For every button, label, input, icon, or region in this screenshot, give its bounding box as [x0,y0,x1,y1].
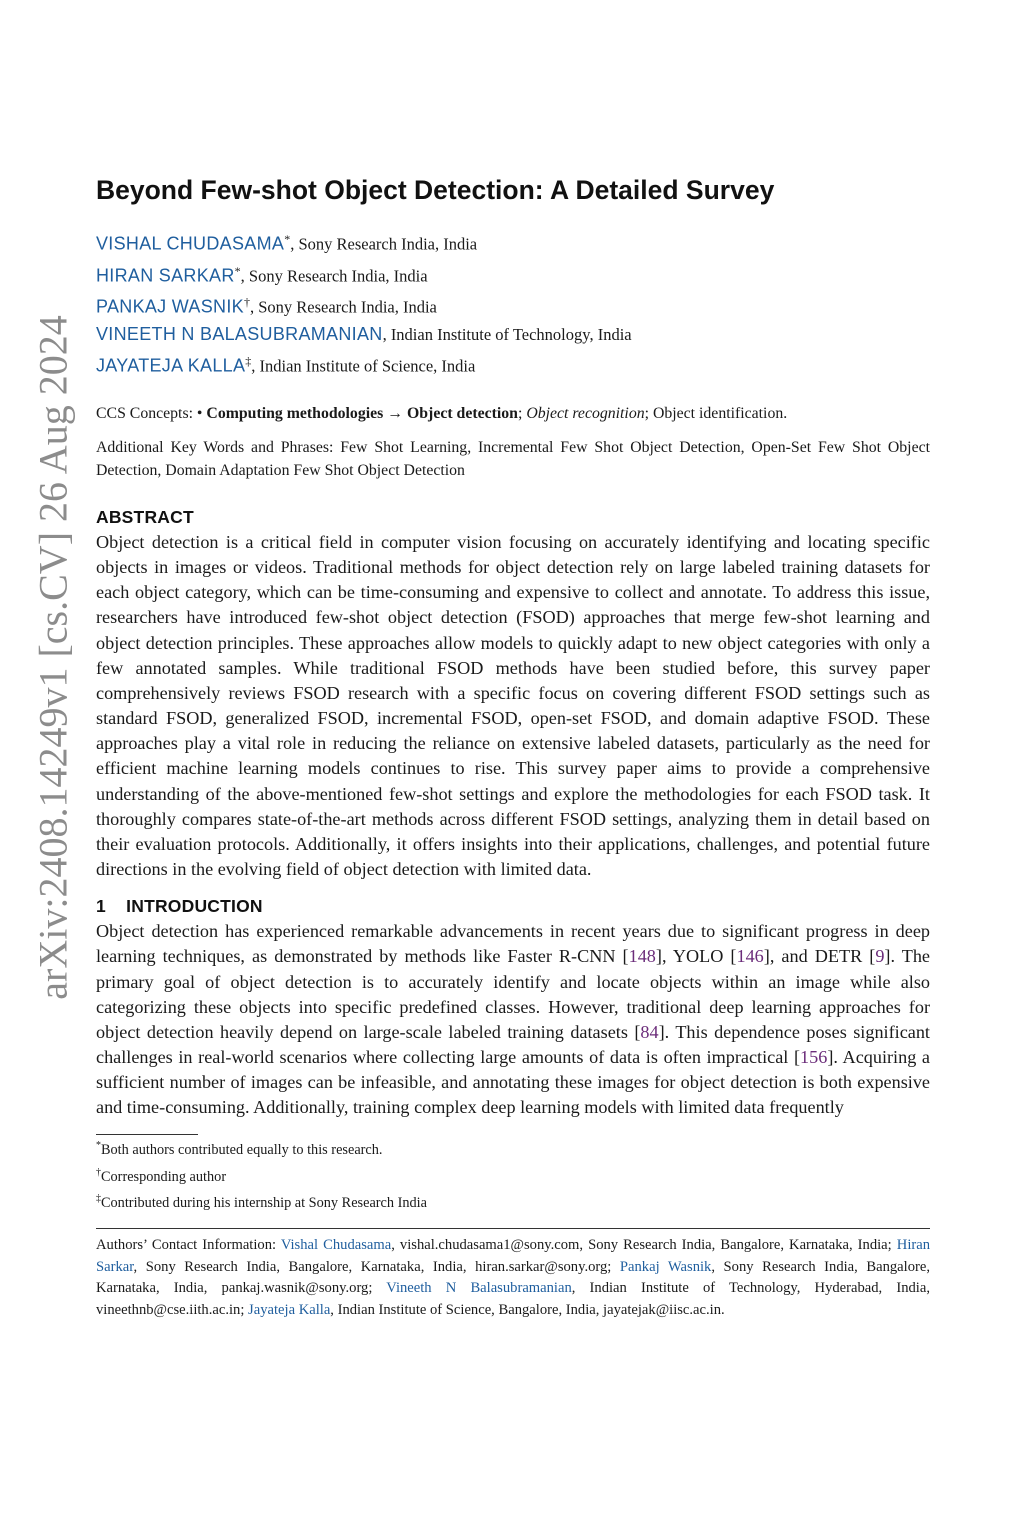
author-name[interactable]: VISHAL CHUDASAMA [96,233,285,254]
introduction-text [96,919,930,1120]
author-mark: * [234,263,241,278]
author-entry [96,226,930,258]
ccs-separator: ; [517,405,527,423]
footnote [96,1162,930,1188]
intro-text-segment: ], and DETR [ [763,946,876,967]
footnote-mark: * [96,1140,101,1152]
author-entry [96,348,930,380]
author-name[interactable]: VINEETH N BALASUBRAMANIAN [96,324,383,345]
footnote-text: Contributed during his internship at Sony Research India [101,1194,427,1211]
author-entry [96,258,930,290]
intro-text-segment: ], YOLO [ [655,946,737,967]
contact-author-link[interactable]: Hiran Sarkar [96,1237,931,1275]
contact-details: , Indian Institute of Technology, Hyderabad, India, vineethnb@cse.iith.ac.in; [96,1280,930,1318]
footnote-mark: ‡ [96,1192,101,1204]
contact-author-link[interactable]: Pankaj Wasnik [619,1258,712,1275]
paper-page [96,172,930,1321]
ccs-subcategory: Object detection [406,405,518,423]
intro-text-segment: ]. The primary goal of object detection is to accurately identify and locate objects within an image while also categorizing these objects into specific predefined classes. However, traditional deep learning approaches for object detection heavily depend on large-scale labeled training datasets [ [96,946,930,1042]
intro-text-segment: Object detection has experienced remarkable advancements in recent years due to significant progress in deep learning techniques, as demonstrated by methods like Faster R-CNN [ [96,921,930,967]
contact-details: , Sony Research India, Bangalore, Karnataka, India, hiran.sarkar@sony.org; [133,1258,620,1275]
citation-link[interactable]: 84 [640,1021,659,1042]
author-name[interactable]: PANKAJ WASNIK [96,296,244,317]
author-affiliation: , Sony Research India, India [240,266,428,286]
author-affiliation: , Sony Research India, India [290,234,478,254]
footnote-text: Both authors contributed equally to this research. [101,1142,383,1159]
ccs-italic-term: Object recognition [526,405,645,423]
arxiv-id-stamp: arXiv:2408.14249v1 [cs.CV] 26 Aug 2024 [30,315,76,1000]
contact-author-link[interactable]: Vineeth N Balasubramanian [386,1280,572,1297]
author-mark: † [243,295,250,310]
citation-link[interactable]: 146 [736,946,764,967]
contact-author-link[interactable]: Vishal Chudasama [280,1237,392,1254]
author-mark: ‡ [245,354,252,369]
ccs-category: Computing methodologies [206,405,384,423]
abstract-heading: ABSTRACT [96,507,194,528]
author-contact-info [96,1235,930,1321]
author-entry [96,289,930,321]
contact-lead: Authors’ Contact Information: [96,1237,281,1254]
ccs-rest: ; Object identification. [644,405,788,423]
contact-details: , Sony Research India, Bangalore, Karnataka, India, pankaj.wasnik@sony.org; [96,1258,930,1297]
introduction-heading: 1 INTRODUCTION [96,896,263,917]
author-list [96,226,930,380]
footnote [96,1188,930,1214]
contact-author-link[interactable]: Jayateja Kalla [248,1301,331,1318]
intro-text-segment: ]. Acquiring a sufficient number of images can be infeasible, and annotating these images for object detection is both expensive and time-consuming. Additionally, training complex deep learning models with limited data frequently [96,1046,930,1118]
ccs-arrow: → [383,405,407,423]
intro-text-segment: ]. This dependence poses significant challenges in real-world scenarios where collecting large amounts of data is often impractical [ [96,1021,930,1067]
citation-link[interactable]: 9 [875,946,885,967]
author-entry [96,321,930,348]
author-affiliation: , Sony Research India, India [249,297,437,317]
author-affiliation: , Indian Institute of Technology, India [382,325,632,345]
contact-details: , vishal.chudasama1@sony.com, Sony Research India, Bangalore, Karnataka, India; [391,1237,897,1254]
contact-details: , Indian Institute of Science, Bangalore, India, jayatejak@iisc.ac.in. [330,1301,725,1318]
citation-link[interactable]: 148 [628,946,656,967]
arxiv-sidebar [22,285,84,1030]
footnote-mark: † [96,1166,101,1178]
keywords: Additional Key Words and Phrases: Few Shot Learning, Incremental Few Shot Object Detection, Open-Set Few Shot Object Detection, Domain Adaptation Few Shot Object Detection [96,439,930,480]
paper-title: Beyond Few-shot Object Detection: A Detailed Survey [96,175,775,205]
footnote-text: Corresponding author [101,1168,227,1185]
author-name[interactable]: JAYATEJA KALLA [96,355,246,376]
ccs-label: CCS Concepts: • [96,405,207,423]
ccs-concepts [96,402,930,425]
footnote [96,1135,930,1161]
author-affiliation: , Indian Institute of Science, India [251,356,476,376]
author-mark: * [284,232,291,246]
author-name[interactable]: HIRAN SARKAR [96,265,235,286]
abstract-text: Object detection is a critical field in computer vision focusing on accurately identifying and locating specific objects in images or videos. Traditional methods for object detection rely on large labeled training datasets for each object category, which can be time-consuming and expensive to collect and annotate. To address this issue, researchers have introduced few-shot object detection (FSOD) approaches that merge few-shot learning and object detection principles. These approaches allow models to quickly adapt to new object categories with only a few annotated samples. While traditional FSOD methods have been studied before, this survey paper comprehensively reviews FSOD research with a specific focus on covering different FSOD settings such as standard FSOD, generalized FSOD, incremental FSOD, open-set FSOD, and domain adaptive FSOD. These approaches play a vital role in reducing the reliance on extensive labeled datasets, particularly as the need for efficient machine learning models continues to rise. This survey paper aims to provide a comprehensive understanding of the above-mentioned few-shot settings and explore the methodologies for each FSOD task. It thoroughly compares state-of-the-art methods across different FSOD settings, analyzing them in detail based on their evaluation protocols. Additionally, it offers insights into their applications, challenges, and potential future directions in the evolving field of object detection with limited data. [96,532,930,880]
contact-divider [96,1228,930,1229]
citation-link[interactable]: 156 [800,1046,828,1067]
